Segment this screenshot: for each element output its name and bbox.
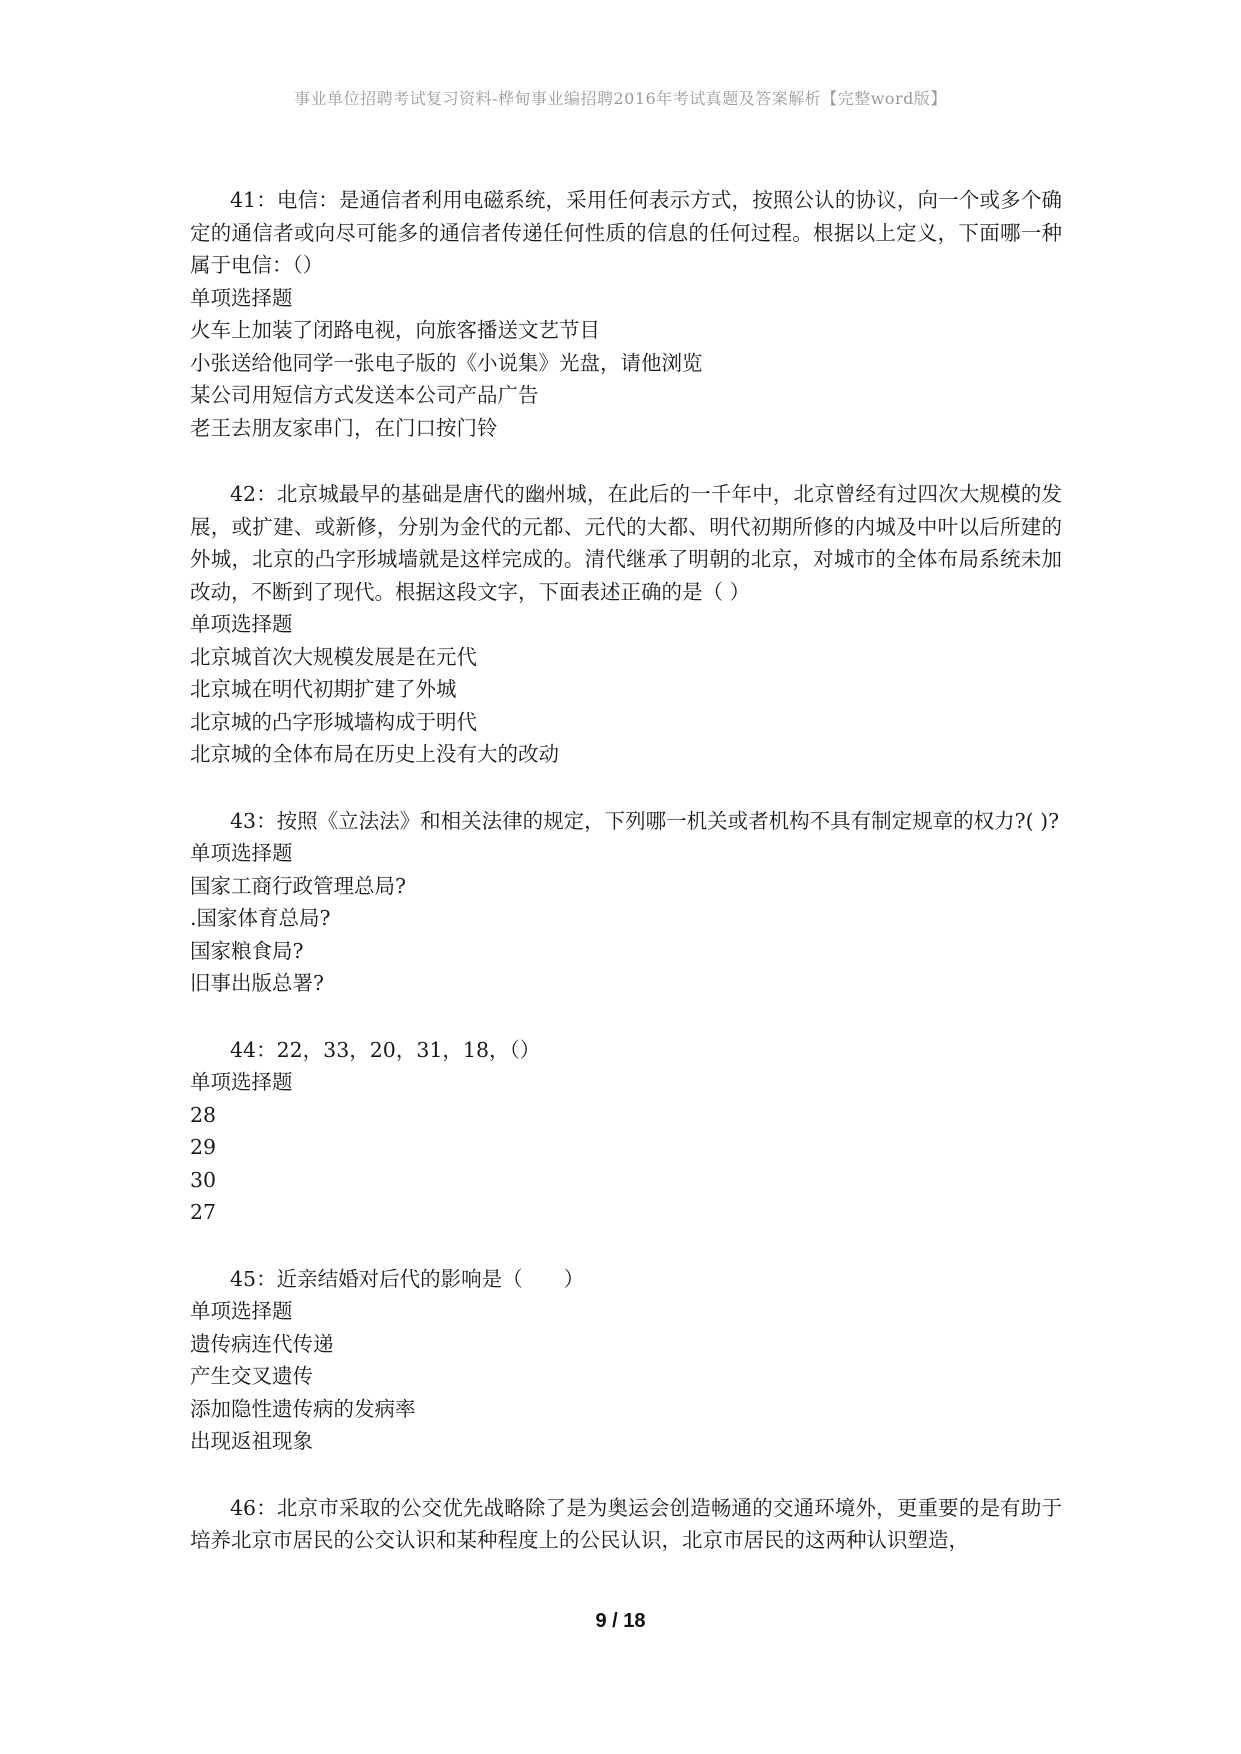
- question-stem: 42：北京城最早的基础是唐代的幽州城，在此后的一千年中，北京曾经有过四次大规模的发展，或扩建、或新修，分别为金代的元都、元代的大都、明代初期所修的内城及中叶以后所建的外城，北京的凸字形城墙就是这样完成的。清代继承了明朝的北京，对城市的全体布局系统未加改动，不断到了现代。根据这段文字，下面表述正确的是（ ）: [190, 482, 1062, 604]
- option: 国家工商行政管理总局?: [190, 873, 406, 898]
- page-number: 9 / 18: [595, 1610, 646, 1632]
- option: 某公司用短信方式发送本公司产品广告: [190, 383, 539, 407]
- option: 北京城的凸字形城墙构成于明代: [190, 709, 477, 734]
- question-stem: 44：22，33，20，31，18，（）: [230, 1037, 541, 1062]
- question-list: [190, 184, 1062, 1591]
- question-type: 单项选择题: [190, 1070, 293, 1094]
- question-stem: 45：近亲结婚对后代的影响是（ ）: [230, 1266, 585, 1291]
- document-header: 事业单位招聘考试复习资料-桦甸事业编招聘2016年考试真题及答案解析【完整word版】: [294, 89, 947, 108]
- option: 出现返祖现象: [190, 1429, 313, 1453]
- option: .国家体育总局?: [190, 906, 331, 930]
- option: 国家粮食局?: [190, 938, 304, 963]
- question-43: [190, 805, 1062, 1000]
- option: 遗传病连代传递: [190, 1331, 334, 1356]
- option: 30: [190, 1167, 217, 1192]
- question-44: [190, 1034, 1062, 1229]
- question-stem: 43：按照《立法法》和相关法律的规定，下列哪一机关或者机构不具有制定规章的权力?( )?: [230, 808, 1060, 833]
- question-stem: 46：北京市采取的公交优先战略除了是为奥运会创造畅通的交通环境外，更重要的是有助于培养北京市居民的公交认识和某种程度上的公民认识，北京市居民的这两种认识塑造，: [190, 1495, 1062, 1552]
- question-stem: 41：电信：是通信者利用电磁系统，采用任何表示方式，按照公认的协议，向一个或多个确定的通信者或向尽可能多的通信者传递任何性质的信息的任何过程。根据以上定义，下面哪一种属于电信：（）: [190, 188, 1062, 277]
- question-type: 单项选择题: [190, 841, 293, 865]
- question-46: [190, 1492, 1062, 1557]
- question-type: 单项选择题: [190, 285, 293, 310]
- question-type: 单项选择题: [190, 1299, 293, 1323]
- option: 27: [190, 1200, 217, 1224]
- question-42: [190, 478, 1062, 771]
- question-41: [190, 184, 1062, 444]
- option: 北京城在明代初期扩建了外城: [190, 677, 457, 701]
- option: 28: [190, 1102, 217, 1127]
- option: 旧事出版总署?: [190, 971, 324, 995]
- question-type: 单项选择题: [190, 612, 293, 636]
- option: 火车上加装了闭路电视，向旅客播送文艺节目: [190, 318, 600, 342]
- option: 小张送给他同学一张电子版的《小说集》光盘，请他浏览: [190, 350, 703, 375]
- option: 29: [190, 1135, 217, 1159]
- option: 北京城首次大规模发展是在元代: [190, 644, 477, 669]
- question-45: [190, 1263, 1062, 1458]
- option: 添加隐性遗传病的发病率: [190, 1396, 416, 1421]
- option: 北京城的全体布局在历史上没有大的改动: [190, 742, 559, 766]
- option: 老王去朋友家串门，在门口按门铃: [190, 415, 498, 440]
- option: 产生交叉遗传: [190, 1364, 313, 1388]
